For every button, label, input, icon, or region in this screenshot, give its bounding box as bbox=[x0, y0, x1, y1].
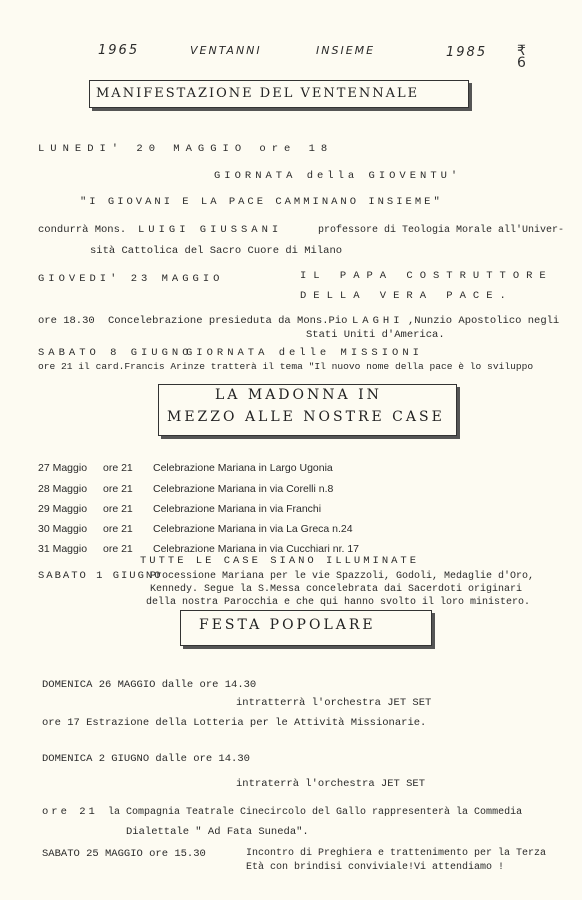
domenica26: DOMENICA 26 MAGGIO dalle ore 14.30 bbox=[42, 679, 257, 691]
header-year-start: 1965 bbox=[98, 43, 140, 58]
case-illuminate: TUTTE LE CASE SIANO ILLUMINATE bbox=[140, 555, 420, 567]
banner-madonna bbox=[158, 384, 457, 436]
sabato1-line2: Kennedy. Segue la S.Messa concelebrata dai Sacerdoti originari bbox=[150, 584, 523, 595]
mariana-time: ore 21 bbox=[103, 523, 133, 535]
mariana-date: 31 Maggio bbox=[38, 543, 88, 555]
condurra-profession: professore di Teologia Morale all'Univer- bbox=[318, 225, 565, 236]
mariana-time: ore 21 bbox=[103, 543, 133, 555]
lunedi-line: LUNEDI' 20 MAGGIO ore 18 bbox=[38, 143, 334, 155]
banner-madonna-line2: MEZZO ALLE NOSTRE CASE bbox=[167, 409, 445, 425]
sabato25: SABATO 25 MAGGIO ore 15.30 bbox=[42, 848, 206, 860]
incontro2: Età con brindisi conviviale!Vi attendiamo ! bbox=[246, 862, 505, 873]
mariana-time: ore 21 bbox=[103, 462, 133, 474]
sabato8-label: SABATO 8 GIUGNO bbox=[38, 347, 193, 359]
banner-ventennale-text: MANIFESTAZIONE DEL VENTENNALE bbox=[96, 86, 420, 101]
nunzio: ,Nunzio Apostolico negli bbox=[408, 315, 560, 327]
ore-1830: ore 18.30 bbox=[38, 315, 95, 327]
papa-line1: IL PAPA COSTRUTTORE bbox=[300, 270, 553, 282]
sabato1-line3: della nostra Parocchia e che qui hanno svolto il loro ministero. bbox=[146, 597, 531, 608]
giovani-title: "I GIOVANI E LA PACE CAMMINANO INSIEME" bbox=[80, 196, 443, 208]
giornata-gioventu: GIORNATA della GIOVENTU' bbox=[214, 170, 462, 182]
condurra-university: sità Cattolica del Sacro Cuore di Milano bbox=[90, 245, 343, 257]
ore21: ore 21 bbox=[42, 806, 98, 818]
arinze-line: ore 21 il card.Francis Arinze tratterà il tema "Il nuovo nome della pace è lo sviluppo bbox=[38, 361, 534, 372]
dialettale: Dialettale " Ad Fata Suneda". bbox=[126, 826, 309, 838]
lotteria: ore 17 Estrazione della Lotteria per le Attività Missionarie. bbox=[42, 717, 427, 729]
banner-festa-text: FESTA POPOLARE bbox=[199, 617, 376, 633]
papa-line2: DELLA VERA PACE. bbox=[300, 290, 513, 302]
mariana-text: Celebrazione Mariana in via Corelli n.8 bbox=[153, 483, 334, 495]
mariana-text: Celebrazione Mariana in via Cucchiari nr. 17 bbox=[153, 543, 360, 555]
mariana-text: Celebrazione Mariana in via Franchi bbox=[153, 503, 322, 515]
mariana-text: Celebrazione Mariana in Largo Ugonia bbox=[153, 462, 333, 474]
mariana-time: ore 21 bbox=[103, 483, 133, 495]
page-number: 6 bbox=[517, 55, 526, 71]
domenica2: DOMENICA 2 GIUGNO dalle ore 14.30 bbox=[42, 753, 250, 765]
jetset1: intratterrà l'orchestra JET SET bbox=[236, 697, 432, 709]
stati-uniti: Stati Uniti d'America. bbox=[306, 329, 445, 341]
mariana-date: 30 Maggio bbox=[38, 523, 88, 535]
header-year-end: 1985 bbox=[446, 45, 488, 60]
mariana-time: ore 21 bbox=[103, 503, 133, 515]
banner-ventennale bbox=[89, 80, 469, 108]
giornata-missioni: GIORNATA delle MISSIONI bbox=[186, 347, 423, 359]
header-ventanni: VENTANNI bbox=[190, 44, 262, 57]
incontro1: Incontro di Preghiera e trattenimento per la Terza bbox=[246, 848, 547, 859]
giovedi-line: GIOVEDI' 23 MAGGIO bbox=[38, 273, 224, 285]
page-mark-glyph: ₹ bbox=[517, 43, 526, 59]
header-insieme: INSIEME bbox=[316, 44, 376, 57]
condurra-prefix: condurrà Mons. bbox=[38, 224, 127, 236]
mariana-date: 27 Maggio bbox=[38, 462, 88, 474]
laghi: LAGHI bbox=[352, 315, 404, 327]
sabato1-line1: Processione Mariana per le vie Spazzoli, Godoli, Medaglie d'Oro, bbox=[150, 571, 535, 582]
banner-madonna-line1: LA MADONNA IN bbox=[215, 387, 382, 403]
banner-festa bbox=[180, 610, 432, 646]
sabato1-label: SABATO 1 GIUGNO bbox=[38, 570, 163, 582]
condurra-name: LUIGI GIUSSANI bbox=[138, 224, 283, 236]
mariana-date: 28 Maggio bbox=[38, 483, 88, 495]
jetset2: intraterrà l'orchestra JET SET bbox=[236, 778, 426, 790]
concelebrazione: Concelebrazione presieduta da Mons.Pio bbox=[108, 315, 348, 327]
mariana-date: 29 Maggio bbox=[38, 503, 88, 515]
compagnia: la Compagnia Teatrale Cinecircolo del Gallo rappresenterà la Commedia bbox=[108, 807, 523, 818]
mariana-text: Celebrazione Mariana in via La Greca n.24 bbox=[153, 523, 353, 535]
